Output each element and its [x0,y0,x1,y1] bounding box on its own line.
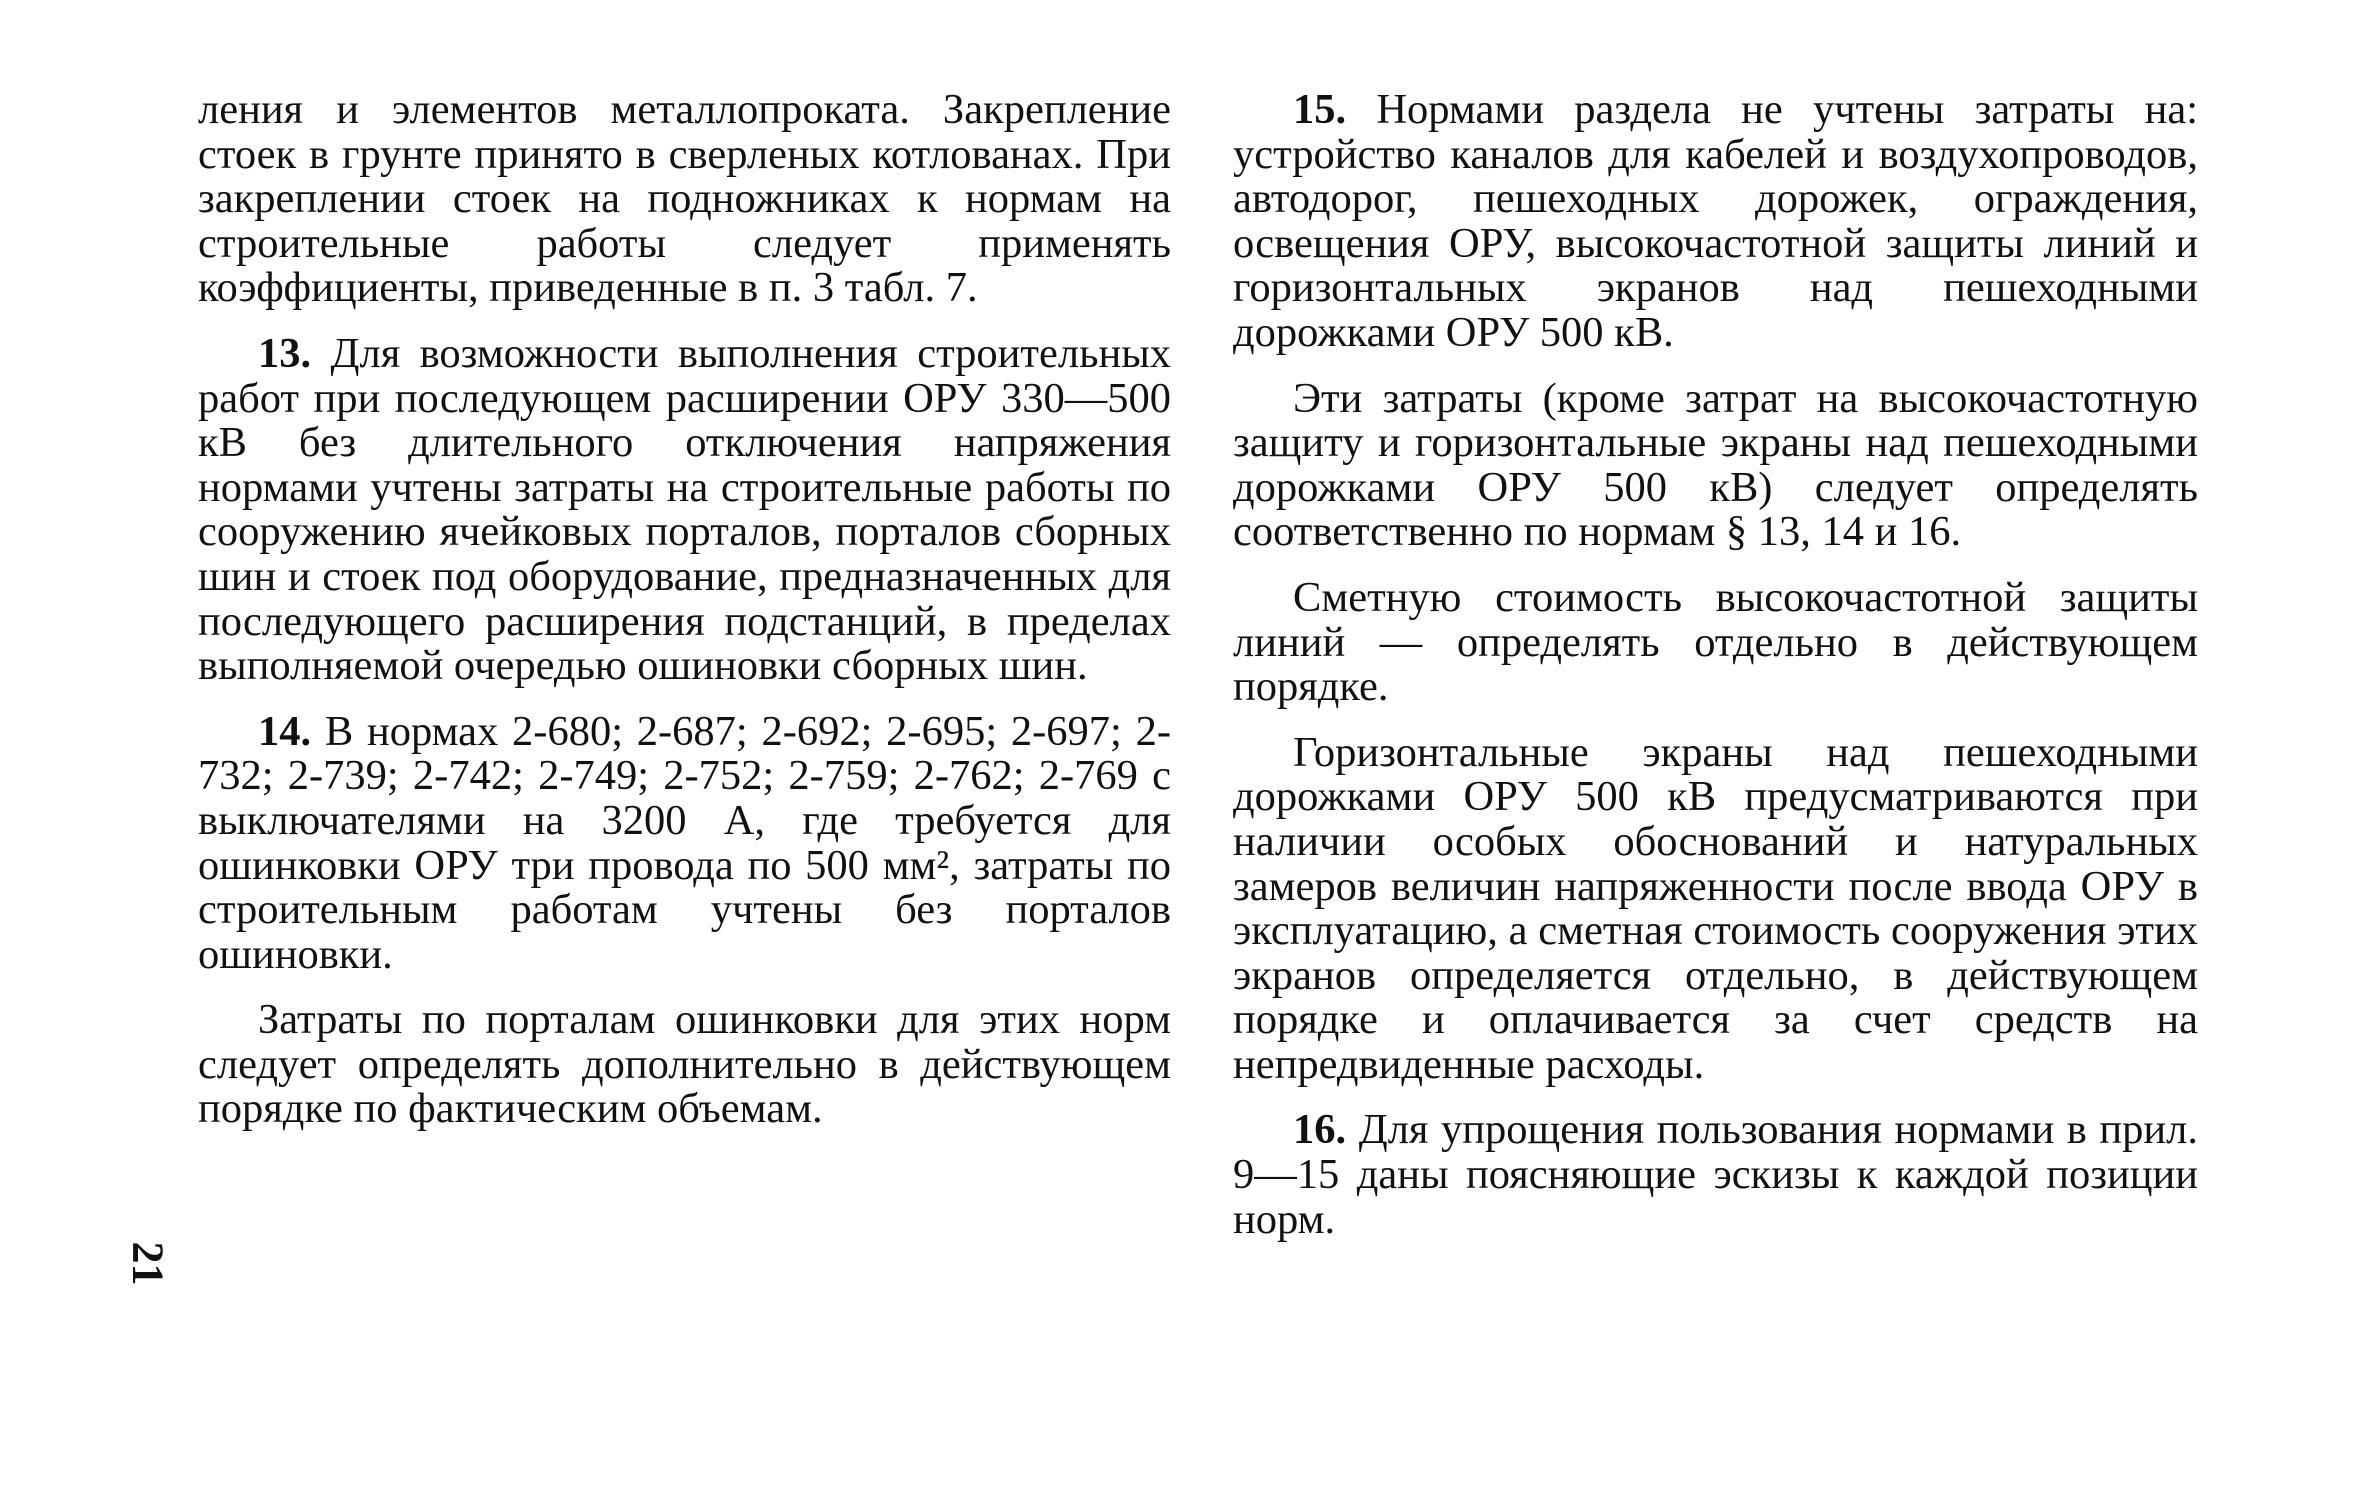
paragraph-16-number: 16. [1293,1106,1347,1154]
paragraph-15-screens: Горизонтальные экраны над пешеходными дорожками ОРУ 500 кВ предусматриваются при наличии особых обоснований и натуральных замеров величин напряженности после ввода ОРУ в эксплуатацию, а сметная стоимость сооружения этих экранов определяется отдельно, в действующем порядке и оплачивается за счет средств на непредвиденные расходы. [1233,728,2198,1088]
paragraph-15-text: Нормами раздела не учтены затраты на: устройство каналов для кабелей и воздухопроводов, автодорог, пешеходных дорожек, ограждения, освещения ОРУ, высокочастотной защиты линий и горизонтальных экранов над пешеходными дорожками ОРУ 500 кВ. [1233,86,2198,356]
paragraph-15 [1233,88,2198,356]
paragraph-14-text: В нормах 2-680; 2-687; 2-692; 2-695; 2-697; 2-732; 2-739; 2-742; 2-749; 2-752; 2-759; 2-762; 2-769 с выключателями на 3200 А, где требуется для ошинковки ОРУ три провода по 500 мм², затраты по строительным работам учтены без порталов ошиновки. [198,707,1171,978]
paragraph-12-continuation: ления и элементов металлопроката. Закрепление стоек в грунте принято в сверленых котлованах. При закреплении стоек на подножниках к нормам на строительные работы следует применять коэффициенты, приведенные в п. 3 табл. 7. [198,86,1171,312]
paragraph-13-text: Для возможности выполнения строительных работ при последующем расширении ОРУ 330—500 кВ без длительного отключения напряжения нормами учтены затраты на строительные работы по сооружению ячейковых порталов, порталов сборных шин и стоек под оборудование, предназначенных для последующего расширения подстанций, в пределах выполняемой очередью ошиновки сборных шин. [198,329,1172,690]
paragraph-15-hf-protection: Сметную стоимость высокочастотной защиты линий — определять отдельно в действующем порядке. [1233,573,2198,711]
paragraph-16-text: Для упрощения пользования нормами в прил. 9—15 даны поясняющие эскизы к каждой позиции норм. [1233,1106,2199,1243]
paragraph-14-number: 14. [258,707,312,755]
paragraph-15-number: 15. [1293,86,1347,133]
paragraph-16 [1233,1108,2198,1242]
left-column [198,88,1171,1153]
paragraph-15-costs: Эти затраты (кроме затрат на высокочастотную защиту и горизонтальные экраны над пешеходными дорожками ОРУ 500 кВ) следует определять соответственно по нормам § 13, 14 и 16. [1233,374,2198,556]
paragraph-14 [198,707,1171,978]
paragraph-13 [198,329,1172,690]
right-column [1233,88,2198,1263]
page-number: 21 [123,1241,173,1286]
paragraph-14-note: Затраты по порталам ошинковки для этих норм следует определять дополнительно в действующем порядке по фактическим объемам. [198,996,1171,1133]
paragraph-13-number: 13. [258,329,312,377]
